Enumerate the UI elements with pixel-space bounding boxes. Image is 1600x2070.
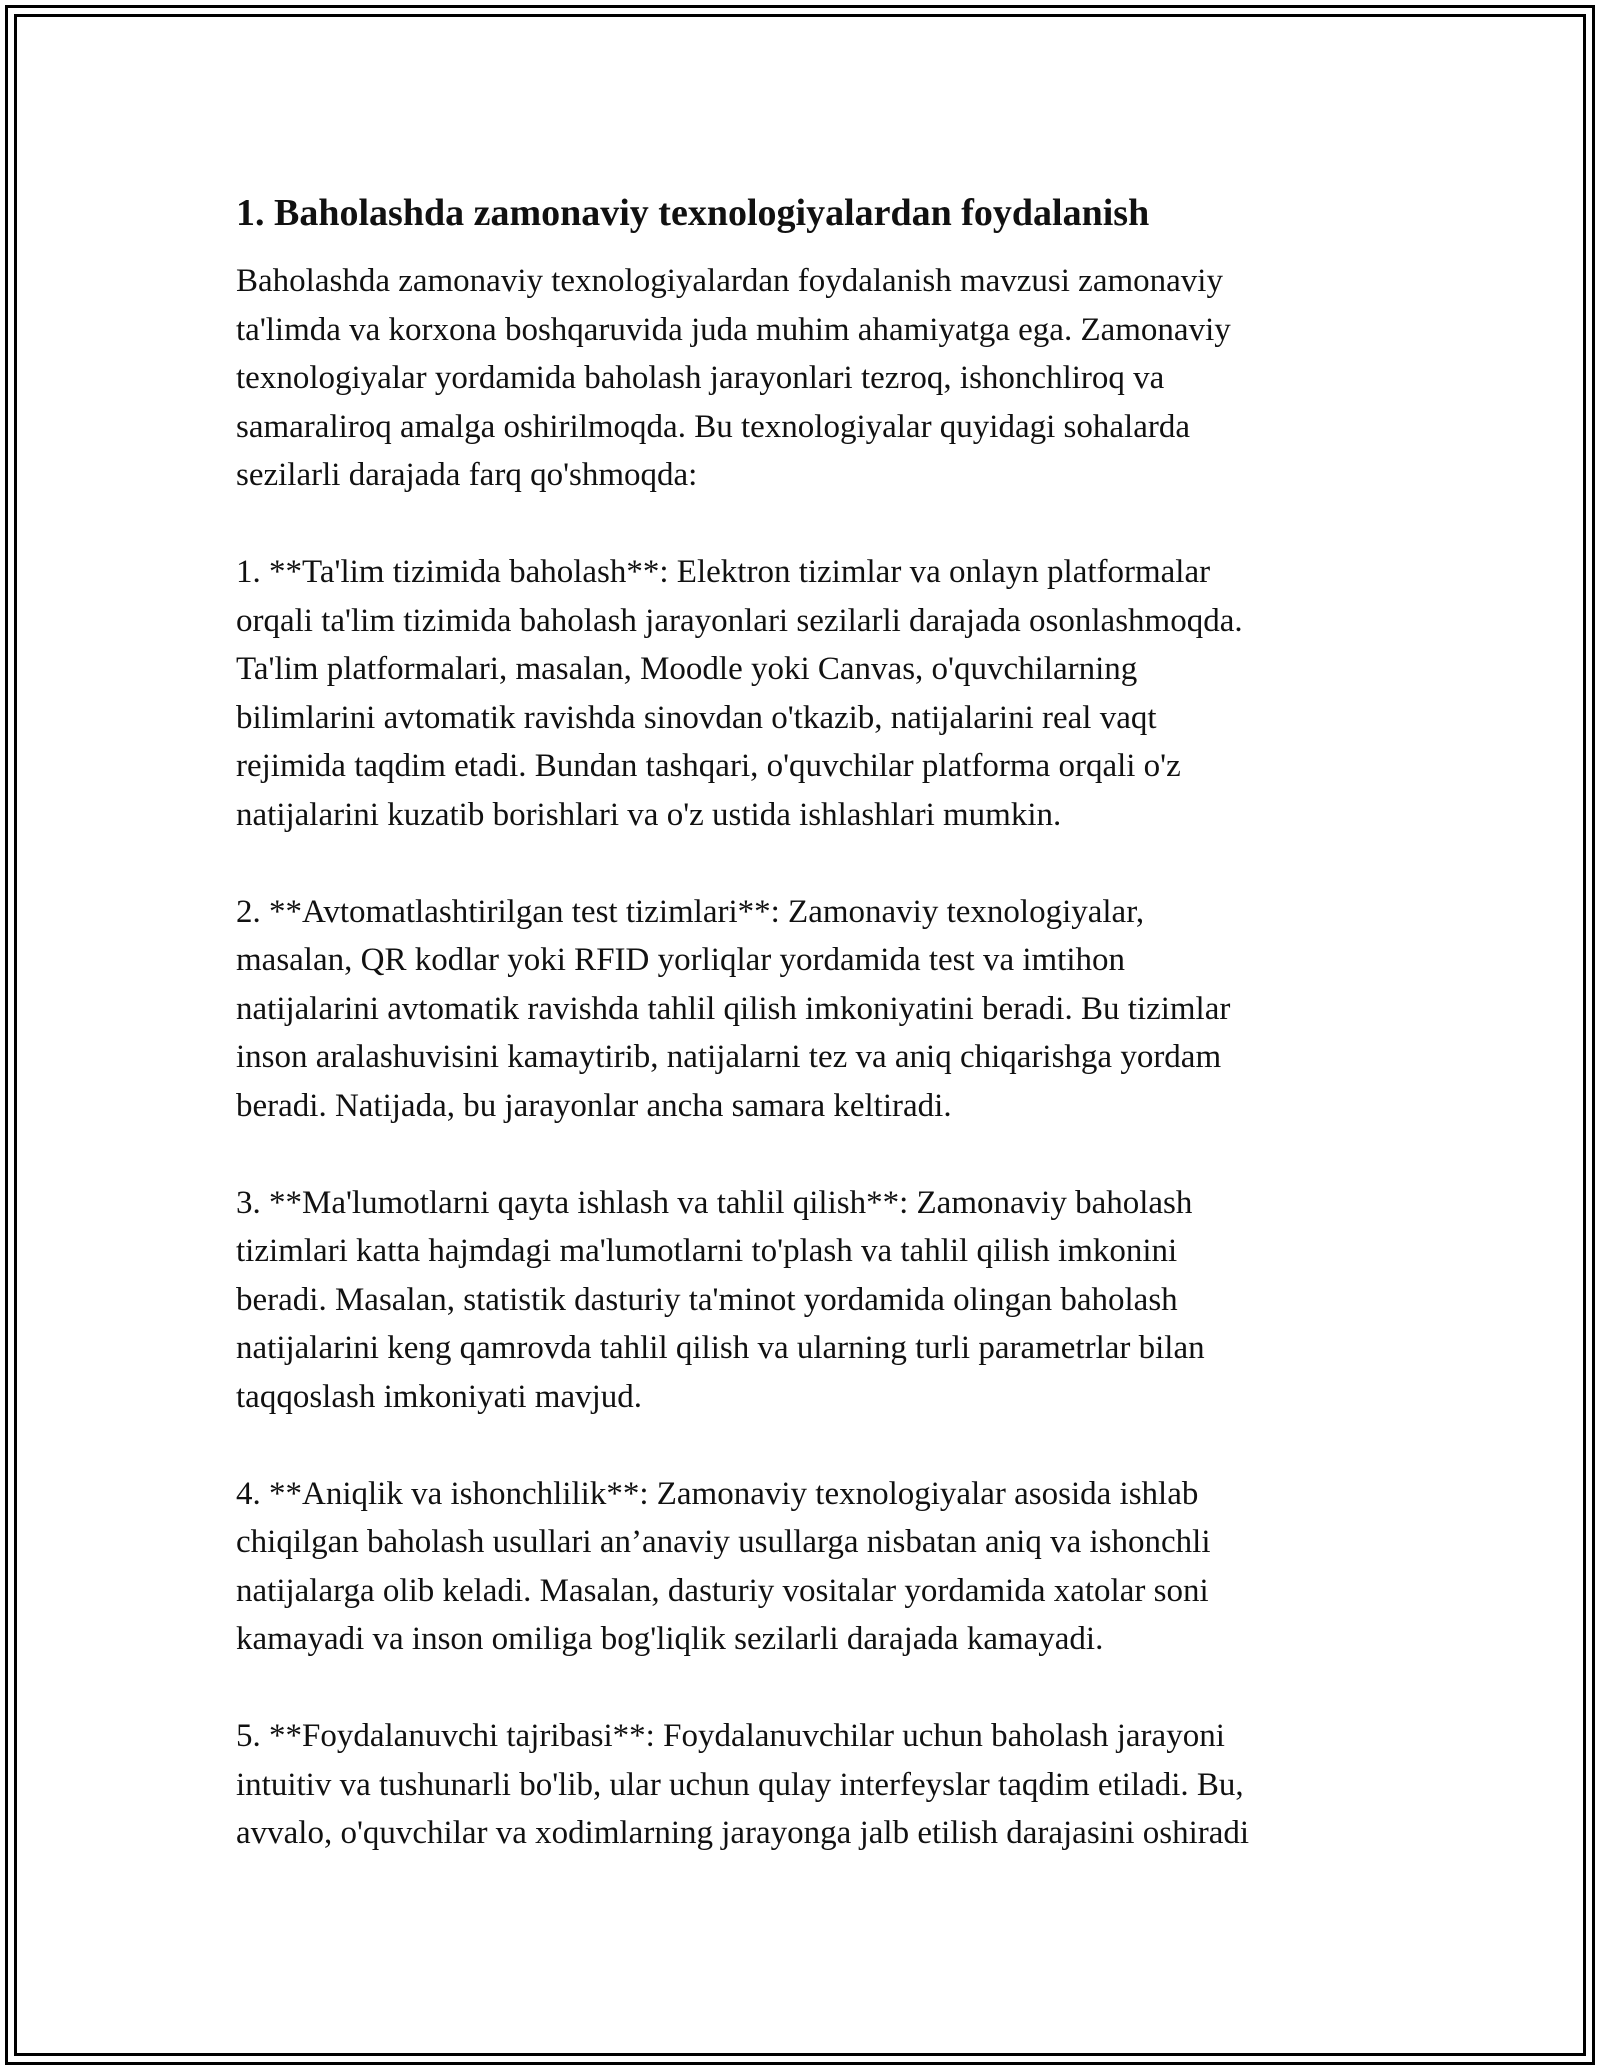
- text-line: 3. **Ma'lumotlarni qayta ishlash va tahlil qilish**: Zamonaviy baholash: [236, 1184, 1193, 1221]
- text-line: Ta'lim platformalari, masalan, Moodle yoki Canvas, o'quvchilarning: [236, 651, 1138, 687]
- text-line: taqqoslash imkoniyati mavjud.: [236, 1378, 643, 1415]
- intro-paragraph: [236, 257, 1396, 500]
- text-line: avvalo, o'quvchilar va xodimlarning jarayonga jalb etilish darajasini oshiradi: [236, 1815, 1250, 1851]
- section-avtomatlashtirilgan-test: [236, 888, 1396, 1131]
- section-foydalanuvchi-tajribasi: [236, 1712, 1396, 1858]
- text-line: natijalarini avtomatik ravishda tahlil qilish imkoniyatini beradi. Bu tizimlar: [236, 990, 1231, 1027]
- document-title: 1. Baholashda zamonaviy texnologiyalardan foydalanish: [236, 192, 1150, 234]
- text-line: kamayadi va inson omiliga bog'liqlik sezilarli darajada kamayadi.: [236, 1621, 1104, 1657]
- text-line: 4. **Aniqlik va ishonchlilik**: Zamonaviy texnologiyalar asosida ishlab: [236, 1475, 1199, 1512]
- text-line: natijalarini keng qamrovda tahlil qilish va ularning turli parametrlar bilan: [236, 1330, 1205, 1366]
- text-line: orqali ta'lim tizimida baholash jarayonlari sezilarli darajada osonlashmoqda.: [236, 602, 1243, 639]
- text-line: bilimlarini avtomatik ravishda sinovdan o'tkazib, natijalarini real vaqt: [236, 699, 1157, 736]
- section-malumotlarni-qayta-ishlash: [236, 1179, 1396, 1422]
- text-line: ta'limda va korxona boshqaruvida juda muhim ahamiyatga ega. Zamonaviy: [236, 311, 1231, 348]
- text-line: natijalarga olib keladi. Masalan, dasturiy vositalar yordamida xatolar soni: [236, 1572, 1209, 1609]
- text-line: 1. **Ta'lim tizimida baholash**: Elektron tizimlar va onlayn platformalar: [236, 554, 1211, 590]
- text-line: beradi. Masalan, statistik dasturiy ta'minot yordamida olingan baholash: [236, 1281, 1178, 1318]
- text-line: inson aralashuvisini kamaytirib, natijalarni tez va aniq chiqarishga yordam: [236, 1039, 1222, 1075]
- document-body: [236, 189, 1396, 1858]
- text-line: Baholashda zamonaviy texnologiyalardan foydalanish mavzusi zamonaviy: [236, 263, 1223, 299]
- text-line: beradi. Natijada, bu jarayonlar ancha samara keltiradi.: [236, 1087, 952, 1124]
- text-line: rejimida taqdim etadi. Bundan tashqari, o'quvchilar platforma orqali o'z: [236, 748, 1181, 784]
- text-line: natijalarini kuzatib borishlari va o'z ustida ishlashlari mumkin.: [236, 796, 1062, 833]
- text-line: tizimlari katta hajmdagi ma'lumotlarni to'plash va tahlil qilish imkonini: [236, 1233, 1178, 1269]
- section-aniqlik-va-ishonchlilik: [236, 1470, 1396, 1664]
- text-line: 5. **Foydalanuvchi tajribasi**: Foydalanuvchilar uchun baholash jarayoni: [236, 1718, 1225, 1754]
- text-line: 2. **Avtomatlashtirilgan test tizimlari**: Zamonaviy texnologiyalar,: [236, 893, 1145, 930]
- text-line: chiqilgan baholash usullari an’anaviy usullarga nisbatan aniq va ishonchli: [236, 1524, 1211, 1560]
- text-line: samaraliroq amalga oshirilmoqda. Bu texnologiyalar quyidagi sohalarda: [236, 408, 1190, 445]
- text-line: sezilarli darajada farq qo'shmoqda:: [236, 457, 698, 493]
- section-talim-tizimida-baholash: [236, 548, 1396, 839]
- text-line: intuitiv va tushunarli bo'lib, ular uchun qulay interfeyslar taqdim etiladi. Bu,: [236, 1766, 1244, 1803]
- text-line: masalan, QR kodlar yoki RFID yorliqlar yordamida test va imtihon: [236, 942, 1126, 978]
- text-line: texnologiyalar yordamida baholash jarayonlari tezroq, ishonchliroq va: [236, 360, 1165, 396]
